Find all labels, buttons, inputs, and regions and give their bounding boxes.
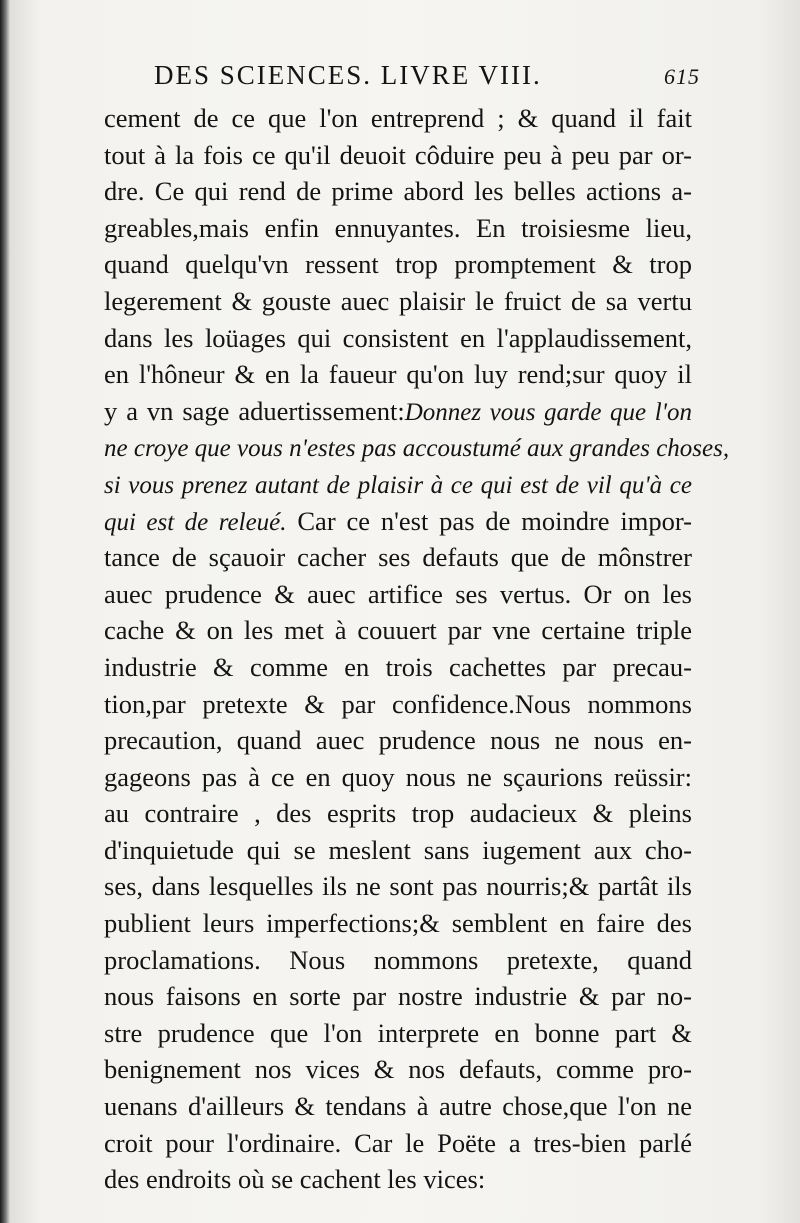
text-line <box>104 1051 692 1088</box>
text-line <box>104 137 692 174</box>
text-line <box>104 942 692 979</box>
text-line <box>104 503 692 540</box>
text-line <box>104 795 692 832</box>
text-line <box>104 539 692 576</box>
text-line <box>104 466 692 503</box>
text-block <box>104 56 730 1198</box>
text-segment: au contraire , des esprits trop audacieux & pleins <box>104 798 692 829</box>
text-segment: stre prudence que l'on interprete en bonne part & <box>104 1017 692 1048</box>
text-line <box>104 320 692 357</box>
text-line <box>104 393 692 430</box>
italic-quote-segment: ne croye que vous n'estes pas accoustumé aux grandes choses, <box>104 435 730 463</box>
text-line <box>104 649 692 686</box>
text-segment: auec prudence & auec artifice ses vertus. Or on les <box>104 578 692 609</box>
text-line <box>104 722 692 759</box>
italic-quote-segment: qui est de releué. <box>104 508 287 536</box>
text-segment: cache & on les met à couuert par vne certaine triple <box>104 615 692 646</box>
page-gutter-shadow <box>0 0 10 1223</box>
text-segment: Car ce n'est pas de moindre impor- <box>286 505 692 536</box>
text-segment: dans les loüages qui consistent en l'applaudissement, <box>104 322 692 353</box>
text-line <box>104 978 692 1015</box>
text-segment: cement de ce que l'on entreprend ; & quand il fait <box>104 103 692 133</box>
text-segment: benignement nos vices & nos defauts, comme pro- <box>104 1054 692 1085</box>
text-segment: dre. Ce qui rend de prime abord les belles actions a- <box>104 176 692 207</box>
text-segment: proclamations. Nous nommons pretexte, quand <box>104 944 692 975</box>
text-line <box>104 1015 692 1052</box>
text-segment: nous faisons en sorte par nostre industrie & par no- <box>104 981 692 1012</box>
text-line <box>104 832 692 869</box>
running-head <box>104 56 700 100</box>
text-line <box>104 246 692 283</box>
text-segment: gageons pas à ce en quoy nous ne sçaurions reüssir: <box>104 761 692 792</box>
text-segment: y a vn sage aduertissement: <box>104 395 405 426</box>
text-line <box>104 612 692 649</box>
italic-quote-segment: Donnez vous garde que l'on <box>404 398 692 426</box>
page-number: 615 <box>664 64 700 89</box>
text-segment: croit pour l'ordinaire. Car le Poëte a tres-bien parlé <box>104 1127 692 1158</box>
text-line <box>104 429 730 466</box>
text-line <box>104 905 692 942</box>
text-segment: tance de sçauoir cacher ses defauts que de mônstrer <box>104 542 692 573</box>
text-line <box>104 686 692 723</box>
text-line <box>104 356 692 393</box>
text-line <box>104 1125 692 1162</box>
text-line <box>104 1161 692 1198</box>
text-segment: d'inquietude qui se meslent sans iugement aux cho- <box>104 834 692 865</box>
text-segment: greables,mais enfin ennuyantes. En troisiesme lieu, <box>104 212 692 243</box>
text-segment: des endroits où se cachent les vices: <box>104 1164 486 1195</box>
text-line <box>104 868 692 905</box>
text-segment: tout à la fois ce qu'il deuoit côduire peu à peu par or- <box>104 139 692 170</box>
text-line <box>104 173 692 210</box>
text-segment: uenans d'ailleurs & tendans à autre chose,que l'on ne <box>104 1091 692 1122</box>
text-line <box>104 1088 692 1125</box>
text-segment: tion,par pretexte & par confidence.Nous nommons <box>104 688 692 719</box>
text-segment: quand quelqu'vn ressent trop promptement & trop <box>104 249 692 280</box>
text-segment: publient leurs imperfections;& semblent en faire des <box>104 908 692 939</box>
text-segment: ses, dans lesquelles ils ne sont pas nourris;& partât ils <box>104 871 692 902</box>
text-line <box>104 283 692 320</box>
text-line <box>104 759 692 796</box>
body-text <box>104 100 730 1198</box>
text-line <box>104 576 692 613</box>
text-segment: industrie & comme en trois cachettes par precau- <box>104 651 692 682</box>
italic-quote-segment: si vous prenez autant de plaisir à ce qui est de vil qu'à ce <box>104 471 692 499</box>
running-head-title: DES SCIENCES. LIVRE VIII. <box>154 60 542 90</box>
text-line <box>104 100 692 137</box>
text-segment: en l'hôneur & en la faueur qu'on luy rend;sur quoy il <box>104 359 692 390</box>
text-line <box>104 210 692 247</box>
text-segment: legerement & gouste auec plaisir le fruict de sa vertu <box>104 285 692 316</box>
text-segment: precaution, quand auec prudence nous ne nous en- <box>104 725 692 756</box>
